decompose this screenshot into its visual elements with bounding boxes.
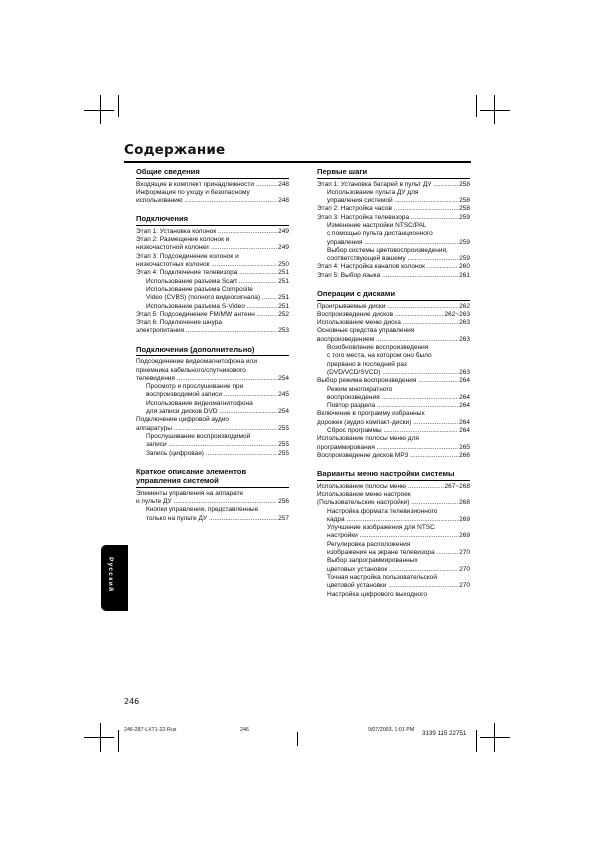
toc-entry-page: 270	[459, 565, 470, 573]
toc-entry-text: Настройка формата телевизионного	[327, 507, 438, 515]
toc-entry-page: 251	[278, 294, 289, 302]
toc-entry-text: Включение в программу избранных	[317, 410, 425, 418]
toc-entry[interactable]	[317, 386, 470, 394]
toc-entry[interactable]	[136, 425, 289, 433]
toc-entry-page: 249	[278, 244, 289, 252]
toc-entry[interactable]	[136, 236, 289, 244]
toc-entry-page: 264	[459, 377, 470, 385]
toc-entry-text: Запись (цифровая) .....	[146, 450, 277, 458]
toc-entry-page: 259	[459, 213, 470, 221]
toc-entry-page: 268	[459, 499, 470, 507]
toc-entry[interactable]	[317, 419, 470, 427]
toc-entry-page: 255	[278, 449, 289, 457]
toc-entry-page: 254	[278, 408, 289, 416]
toc-entry[interactable]	[136, 303, 289, 311]
section-heading: Общие сведения	[136, 167, 289, 179]
toc-entry[interactable]	[136, 189, 289, 197]
toc-entry-text: управления системой .....	[327, 197, 458, 205]
crop-mark	[118, 95, 119, 117]
footer-datetime: 9/07/2003, 1:01 PM	[368, 727, 415, 733]
toc-entry-page: 249	[278, 227, 289, 235]
toc-entry[interactable]	[136, 253, 289, 261]
toc-entry-text: и пульте ДУ .....	[136, 498, 277, 506]
document-code: 3139 115 22751	[422, 730, 467, 737]
toc-entry-text: воспроизведения .....	[327, 394, 458, 402]
crop-mark	[84, 110, 114, 111]
toc-entry-page: 258	[459, 197, 470, 205]
toc-entry-page: 254	[278, 374, 289, 382]
toc-entry-page: 255	[278, 441, 289, 449]
toc-entry-page: 258	[459, 180, 470, 188]
toc-entry-text: Использование полосы меню для	[317, 435, 419, 443]
section-heading: Варианты меню настройки системы	[317, 469, 470, 481]
toc-entry[interactable]	[317, 491, 470, 499]
toc-entry-text: Информация по уходу и безопасному	[136, 188, 250, 196]
toc-entry-text: электропитания .....	[136, 327, 277, 335]
toc-entry-text: воспроизводимой записи .....	[146, 391, 277, 399]
toc-entry[interactable]	[136, 416, 289, 424]
toc-entry[interactable]	[317, 435, 470, 443]
toc-entry-page: 263	[459, 368, 470, 376]
toc-entry-text: Возобновление воспроизведения	[327, 344, 429, 352]
toc-entry[interactable]	[317, 336, 470, 344]
toc-entry-text: Этап 2: Размещение колонок и	[136, 236, 230, 244]
toc-entry-text: изображения на экране телевизора .....	[327, 549, 458, 557]
toc-entry[interactable]	[317, 549, 470, 557]
toc-entry[interactable]	[317, 327, 470, 335]
toc-entry-text: Использование пульта ДУ для	[327, 188, 419, 196]
footer-file: 246-287-LX71-22-Rus	[124, 727, 177, 733]
crop-mark	[297, 732, 298, 746]
toc-entry-text: Использование разъема S-Video .....	[146, 303, 277, 311]
toc-entry-text: аппаратуры .....	[136, 425, 277, 433]
toc-section	[136, 345, 289, 458]
toc-entry[interactable]	[317, 499, 470, 507]
toc-entry-text: Использование полосы меню .....	[317, 483, 444, 491]
toc-entry-text: Изменение настройки NTSC/PAL	[327, 221, 427, 229]
toc-entry[interactable]	[317, 394, 470, 402]
toc-entry-page: 264	[459, 402, 470, 410]
section-heading: Первые шаги	[317, 167, 470, 179]
toc-entry[interactable]	[317, 311, 470, 319]
toc-section	[136, 214, 289, 335]
toc-entry[interactable]	[317, 427, 470, 435]
toc-entry-text: для записи дисков DVD .....	[146, 408, 277, 416]
toc-entry-text: Входящие в комплект принадлежности .....	[136, 181, 277, 189]
section-heading: Операции с дисками	[317, 289, 470, 301]
toc-entry[interactable]	[317, 214, 470, 222]
toc-entry[interactable]	[317, 222, 470, 230]
toc-entry[interactable]	[317, 255, 470, 263]
toc-entry-page: 259	[459, 255, 470, 263]
toc-entry-page: 250	[278, 261, 289, 269]
toc-entry[interactable]	[136, 375, 289, 383]
toc-entry-page: 269	[459, 515, 470, 523]
toc-entry[interactable]	[317, 205, 470, 213]
page-number: 246	[124, 697, 140, 706]
toc-entry-text: прервано в последний раз	[327, 360, 407, 368]
language-tab-label: Русский	[107, 557, 114, 593]
toc-entry-text: с того места, на котором оно было	[327, 352, 432, 360]
toc-entry[interactable]	[136, 278, 289, 286]
toc-entry-text: Подключение цифровой аудио	[136, 416, 229, 424]
toc-left-column	[136, 167, 289, 532]
toc-entry-page: 251	[278, 277, 289, 285]
section-heading: Краткое описание элементов управления системой	[136, 467, 289, 488]
toc-entry-text: Режим многократного	[327, 385, 393, 393]
toc-entry[interactable]	[317, 508, 470, 516]
toc-entry-page: 251	[278, 302, 289, 310]
toc-entry-text: Элементы управления на аппарате	[136, 489, 244, 497]
toc-entry-text: записи .....	[146, 441, 277, 449]
toc-entry[interactable]	[136, 269, 289, 277]
toc-entry-page: 261	[459, 271, 470, 279]
toc-entry[interactable]	[317, 247, 470, 255]
toc-entry-text: управления .....	[327, 239, 458, 247]
toc-entry-text: с помощью пульта дистанционного	[327, 230, 433, 238]
toc-entry-text: соответствующей вашему .....	[327, 255, 458, 263]
toc-entry-text: Этап 6: Подключение шнура	[136, 319, 222, 327]
toc-entry[interactable]	[317, 263, 470, 271]
crop-mark	[480, 737, 510, 738]
toc-entry-text: низкочастотной колонки .....	[136, 244, 277, 252]
toc-entry-page: 251	[278, 269, 289, 277]
toc-entry-text: Улучшение изображения для NTSC	[327, 524, 435, 532]
toc-entry-text: Выбор режима воспроизведения .....	[317, 377, 458, 385]
toc-entry-page: 248	[278, 180, 289, 188]
toc-entry-text: (Пользовательские настройки) .....	[317, 499, 458, 507]
toc-entry-text: телевидения .....	[136, 375, 277, 383]
section-heading: Подключения	[136, 214, 289, 226]
toc-entry[interactable]	[317, 516, 470, 524]
toc-entry[interactable]	[136, 498, 289, 506]
toc-entry-text: Этап 5: Подсоединение FM/MW антенн .....	[136, 311, 277, 319]
toc-entry[interactable]	[136, 450, 289, 458]
toc-entry[interactable]	[317, 272, 470, 280]
toc-entry[interactable]	[317, 452, 470, 460]
toc-entry-text: Точная настройка пользовательской	[327, 573, 437, 581]
crop-mark	[476, 730, 477, 752]
toc-entry-page: 264	[459, 418, 470, 426]
toc-section	[317, 469, 470, 599]
toc-entry-text: Воспроизведение дисков .....	[317, 311, 444, 319]
toc-entry-text: Использование разъема Composite	[146, 285, 253, 293]
toc-entry-page: 267~268	[444, 482, 470, 490]
crop-mark	[118, 730, 119, 752]
toc-entry[interactable]	[317, 189, 470, 197]
toc-entry-page: 262~263	[444, 310, 470, 318]
toc-entry[interactable]	[317, 377, 470, 385]
toc-entry[interactable]	[136, 319, 289, 327]
toc-entry[interactable]	[317, 532, 470, 540]
toc-entry[interactable]	[136, 197, 289, 205]
toc-entry[interactable]	[317, 483, 470, 491]
toc-entry[interactable]	[317, 197, 470, 205]
toc-entry-page: 256	[278, 498, 289, 506]
toc-entry-text: Этап 1: Установка батарей в пульт ДУ .....	[317, 181, 458, 189]
toc-section	[136, 167, 289, 205]
toc-entry[interactable]	[136, 408, 289, 416]
toc-entry[interactable]	[136, 490, 289, 498]
toc-entry[interactable]	[317, 239, 470, 247]
toc-entry-text: настройки .....	[327, 532, 458, 540]
toc-entry[interactable]	[317, 410, 470, 418]
toc-entry-page: 253	[278, 327, 289, 335]
page-title: Содержание	[124, 142, 226, 158]
toc-entry-text: Этап 2: Настройка часов .....	[317, 205, 458, 213]
toc-entry[interactable]	[317, 557, 470, 565]
toc-entry-text: Сброс программы .....	[327, 427, 458, 435]
toc-entry[interactable]	[136, 400, 289, 408]
toc-entry-text: Проигрываемые диски .....	[317, 303, 458, 311]
toc-entry-text: Просмотр и прослушивание при	[146, 383, 244, 391]
crop-mark	[84, 737, 114, 738]
toc-entry[interactable]	[136, 433, 289, 441]
toc-right-column	[317, 167, 470, 608]
toc-entry-page: 270	[459, 582, 470, 590]
toc-entry[interactable]	[317, 444, 470, 452]
footer-page: 246	[240, 727, 249, 733]
toc-entry-text: Этап 4: Подключение телевизора .....	[136, 269, 277, 277]
toc-entry[interactable]	[136, 244, 289, 252]
toc-entry-text: низкочастотных колонок .....	[136, 261, 277, 269]
toc-entry-text: Выбор запрограммированных	[327, 557, 418, 565]
toc-entry-text: Регулировка расположения	[327, 540, 411, 548]
toc-entry-page: 248	[278, 197, 289, 205]
toc-entry-text: Подсоединение видеомагнитофона или	[136, 358, 257, 366]
toc-entry-text: Этап 3: Подсоединение колонок и	[136, 252, 239, 260]
toc-entry-page: 245	[278, 391, 289, 399]
toc-entry-page: 255	[278, 424, 289, 432]
toc-entry[interactable]	[136, 261, 289, 269]
toc-entry-text: программирования .....	[317, 444, 458, 452]
toc-entry-page: 265	[459, 443, 470, 451]
toc-entry-text: Этап 1: Установка колонок .....	[136, 228, 277, 236]
toc-entry-page: 270	[459, 549, 470, 557]
toc-entry[interactable]	[317, 582, 470, 590]
toc-entry[interactable]	[317, 402, 470, 410]
toc-entry-text: приемника кабельного/спутникового	[136, 366, 246, 374]
toc-entry[interactable]	[317, 319, 470, 327]
toc-entry-text: Использование видеомагнитофона	[146, 399, 253, 407]
toc-entry-page: 260	[459, 263, 470, 271]
toc-section	[317, 289, 470, 460]
language-tab	[101, 545, 128, 611]
toc-entry-text: кадра .....	[327, 516, 458, 524]
toc-entry-text: Использование меню диска .....	[317, 319, 458, 327]
toc-entry-page: 259	[459, 238, 470, 246]
toc-entry[interactable]	[317, 344, 470, 352]
toc-entry-text: Использование меню настроек	[317, 491, 411, 498]
toc-entry-text: Использование разъема Scart .....	[146, 278, 277, 286]
toc-entry-text: дорожек (аудио компакт-диски) .....	[317, 419, 458, 427]
toc-entry-text: цветовых установок .....	[327, 566, 458, 574]
toc-entry-text: Этап 3: Настройка телевизора .....	[317, 214, 458, 222]
crop-mark	[476, 95, 477, 117]
toc-entry-text: Воспроизведение дисков MP3 .....	[317, 452, 458, 460]
toc-entry[interactable]	[136, 367, 289, 375]
toc-entry-page: 264	[459, 393, 470, 401]
toc-entry-text: (DVD/VCD/SVCD) .....	[327, 369, 458, 377]
toc-entry[interactable]	[136, 228, 289, 236]
toc-entry[interactable]	[317, 303, 470, 311]
toc-entry[interactable]	[136, 383, 289, 391]
toc-entry[interactable]	[136, 286, 289, 294]
toc-entry-page: 262	[459, 302, 470, 310]
toc-entry-text: только на пульте ДУ .....	[146, 515, 277, 523]
title-rule	[124, 161, 471, 163]
toc-entry-page: 266	[459, 451, 470, 459]
toc-entry-text: воспроизведением .....	[317, 336, 458, 344]
toc-entry[interactable]	[136, 327, 289, 335]
toc-entry[interactable]	[317, 524, 470, 532]
toc-entry-text: Повтор раздела .....	[327, 402, 458, 410]
crop-mark	[480, 110, 510, 111]
toc-entry-text: Основные средства управления	[317, 327, 415, 335]
toc-section	[136, 467, 289, 523]
toc-entry[interactable]	[136, 311, 289, 319]
toc-entry[interactable]	[136, 506, 289, 514]
toc-entry[interactable]	[317, 566, 470, 574]
toc-entry-text: Video (CVBS) (полного видеосигнала) .....	[146, 294, 277, 302]
toc-entry-text: Этап 5: Выбор языка .....	[317, 272, 458, 280]
toc-entry-text: цветовой установки .....	[327, 582, 458, 590]
toc-entry-page: 264	[459, 427, 470, 435]
toc-entry-page: 257	[278, 514, 289, 522]
toc-entry-text: Настройка цифрового выходного	[327, 590, 427, 598]
toc-entry[interactable]	[136, 294, 289, 302]
toc-entry-page: 252	[278, 310, 289, 318]
toc-entry[interactable]	[136, 441, 289, 449]
toc-entry-text: Кнопки управления, представленные	[146, 506, 259, 514]
toc-entry[interactable]	[317, 230, 470, 238]
toc-entry-text: Этап 4: Настройка каналов колонок .....	[317, 263, 458, 271]
toc-entry-text: Выбор системы цветовоспроизведения,	[327, 246, 448, 254]
toc-entry[interactable]	[317, 369, 470, 377]
toc-section	[317, 167, 470, 280]
toc-entry[interactable]	[317, 352, 470, 360]
toc-entry[interactable]	[317, 591, 470, 599]
toc-entry-text: использованию .....	[136, 197, 277, 205]
toc-entry[interactable]	[317, 361, 470, 369]
toc-entry-page: 269	[459, 532, 470, 540]
toc-entry[interactable]	[136, 515, 289, 523]
toc-entry[interactable]	[317, 574, 470, 582]
toc-entry-page: 263	[459, 335, 470, 343]
toc-entry[interactable]	[136, 391, 289, 399]
toc-entry[interactable]	[317, 541, 470, 549]
toc-entry-page: 263	[459, 319, 470, 327]
toc-entry-page: 258	[459, 205, 470, 213]
toc-entry-text: Прослушивание воспроизводимой	[146, 432, 251, 440]
toc-entry[interactable]	[317, 181, 470, 189]
toc-entry[interactable]	[136, 181, 289, 189]
section-heading: Подключения (дополнительно)	[136, 345, 289, 357]
toc-entry[interactable]	[136, 358, 289, 366]
